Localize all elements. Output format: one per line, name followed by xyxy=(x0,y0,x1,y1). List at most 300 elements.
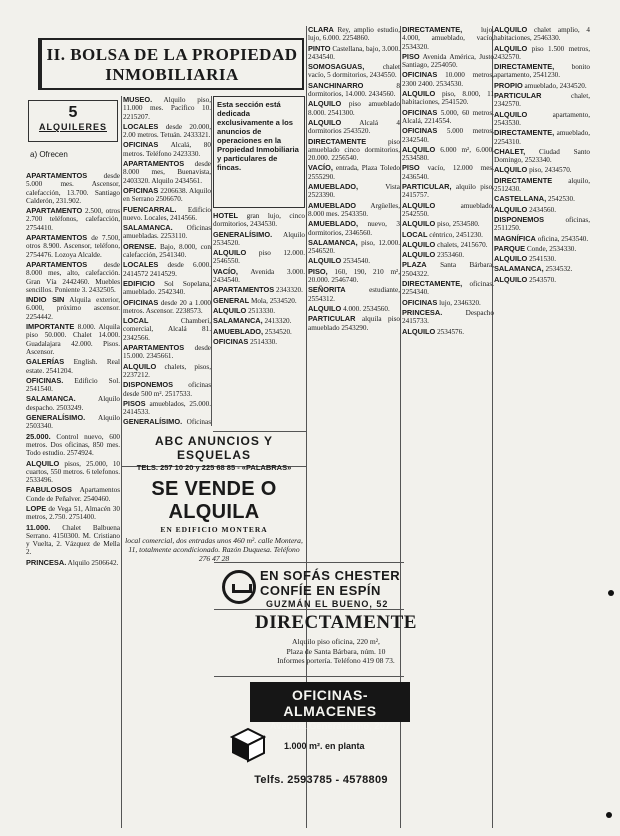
ad-text: chalets, 2415670. xyxy=(437,240,488,249)
ad-text: vacío, 12.000 mes. 2436540. xyxy=(402,164,494,181)
directamente-title: DIRECTAMENTE xyxy=(255,612,417,633)
ad-heading: ALQUILO xyxy=(494,254,528,264)
classified-ad xyxy=(402,299,494,307)
classified-ad xyxy=(402,90,494,107)
classified-ad xyxy=(402,164,494,181)
classified-ad xyxy=(402,231,494,239)
ad-heading: AMUEBLADO, xyxy=(213,326,264,336)
classified-ad xyxy=(494,276,590,284)
ads-block xyxy=(213,212,305,430)
classified-ad xyxy=(26,559,120,567)
classified-ad xyxy=(494,255,590,263)
ad-heading: LOCAL xyxy=(123,316,149,326)
ad-heading: SANCHINARRO xyxy=(308,80,364,90)
ad-heading: LOPE xyxy=(26,503,47,513)
ad-text: Edificio Sol. 2541540. xyxy=(26,376,120,394)
banner-body: local comercial, dos entradas unos 460 m². calle Montera, 11, totalmente acondicionado. Razón Duquesa. Teléfono 276 47 28 xyxy=(125,536,303,563)
ad-text: Alquilo 2534520. xyxy=(213,230,305,247)
cube-icon xyxy=(230,727,266,763)
classified-ad xyxy=(494,206,590,214)
ad-heading: AMUEBLADO xyxy=(308,200,357,210)
classified-ad xyxy=(494,45,590,62)
ad-text: 2513330. xyxy=(248,306,276,315)
section-header xyxy=(38,38,304,90)
classified-ad xyxy=(123,299,211,316)
ad-text: English. Real estate. 2541204. xyxy=(26,358,120,375)
ad-heading: APARTAMENTOS xyxy=(26,259,88,269)
ad-heading: ALQUILO xyxy=(494,109,528,119)
ad-text: 2434560. xyxy=(529,205,557,214)
ad-heading: PISO xyxy=(402,163,420,173)
classified-ad xyxy=(26,358,120,375)
ad-heading: DIRECTAMENTE, xyxy=(402,279,463,289)
ad-text: Chamberí, comercial, Alcalá 81. 2342566. xyxy=(123,317,211,342)
ad-heading: ALQUILO xyxy=(308,99,342,109)
classified-ad xyxy=(213,231,305,248)
ad-text: 2353460. xyxy=(437,251,465,260)
ad-heading: ALQUILO xyxy=(26,458,60,468)
divider xyxy=(214,609,404,610)
ad-text: Alquilo 2506642. xyxy=(67,558,119,567)
ad-text: desde 8.000 mes, Buenavista, 2403320. Alquilo 2434561. xyxy=(123,160,211,185)
ad-heading: ALQUILO xyxy=(402,239,436,249)
classified-ad xyxy=(123,206,211,223)
classified-ad xyxy=(26,323,120,356)
directamente-line-3: Informes portería. Teléfono 419 08 73. xyxy=(277,656,395,665)
classified-ad xyxy=(123,280,211,297)
ad-text: Santa Bárbara, 2504322. xyxy=(402,261,494,278)
classified-ad xyxy=(123,243,211,260)
classified-ad xyxy=(494,63,590,80)
banner-phones: TELS. 257 10 20 y 225 68 85 - «PALABRAS» xyxy=(136,463,292,472)
classified-ad xyxy=(26,505,120,522)
ad-text: 2534532. xyxy=(545,265,573,274)
ad-heading: CHALET, xyxy=(494,146,526,156)
ad-text: 2534576. xyxy=(437,327,465,336)
classified-ad xyxy=(213,297,305,305)
classified-ad xyxy=(26,377,120,394)
ad-text: Alcalá, 80 metros. Teléfono 2423330. xyxy=(123,141,211,158)
ad-heading: INDIO SIN xyxy=(26,295,65,305)
ad-text: oficinas, 2511250. xyxy=(494,215,590,233)
classified-ad xyxy=(26,433,120,458)
ad-text: chalet amplio, 4 habitaciones, 2546330. xyxy=(494,26,590,43)
ad-text: céntrico, 2451230. xyxy=(429,230,483,239)
ad-text: apartamento, 2543530. xyxy=(494,110,590,127)
ad-text: Rey, amplio estudio, lujo, 6.000. 2254860. xyxy=(308,26,400,43)
classified-ad xyxy=(494,216,590,233)
divider xyxy=(213,431,306,432)
classified-ad xyxy=(308,119,400,136)
ad-heading: ALQUILO xyxy=(308,117,342,127)
classified-ad xyxy=(123,187,211,204)
ad-heading: ALQUILO xyxy=(494,274,528,284)
ad-heading: LOCALES xyxy=(123,260,159,270)
ad-text: piso amueblado 8.000. 2541300. xyxy=(308,100,400,117)
ad-text: 5.000, 60 metros. Alcalá, 2214554. xyxy=(402,108,494,125)
classified-ad xyxy=(402,109,494,126)
ad-heading: AMUEBLADO, xyxy=(308,182,359,192)
ad-heading: OFICINAS xyxy=(213,336,249,346)
classified-ad xyxy=(308,305,400,313)
classified-ad xyxy=(402,26,494,51)
ad-heading: CLARA xyxy=(308,26,334,34)
ad-text: Alquilo piso, 11.000 mes. Pacífico 10. 2215207. xyxy=(123,96,211,121)
ad-text: 2206638. Alquilo en Serrano 2506670. xyxy=(123,186,211,204)
ad-heading: SEÑORITA xyxy=(308,285,346,295)
abc-banner xyxy=(122,434,306,563)
ad-heading: 25.000. xyxy=(26,431,51,441)
ad-heading: PROPIO xyxy=(494,80,523,90)
section-notice: Esta sección está dedicada exclusivamente a los anuncios de operaciones en la Propiedad Inmobiliaria y particulares de fincas. xyxy=(213,96,305,208)
ad-text: Alquilo 2503340. xyxy=(26,414,120,431)
ad-text: desde 15.000. 2345661. xyxy=(123,344,211,361)
ad-heading: DIRECTAMENTE xyxy=(494,175,553,185)
ad-heading: ALQUILO xyxy=(402,200,436,210)
classified-ad xyxy=(26,296,120,321)
ad-heading: GENERAL xyxy=(213,295,250,305)
ad-heading: PARTICULAR, xyxy=(402,182,452,192)
classified-ad xyxy=(26,460,120,485)
ad-text: desde 20.000, 2.00 metros. Tetuán. 2433321. xyxy=(123,122,211,140)
classified-ad xyxy=(494,235,590,243)
ad-text: 2534540. xyxy=(343,257,371,266)
classified-ad xyxy=(494,26,590,43)
classified-ad xyxy=(123,418,211,426)
ad-heading: OFICINAS xyxy=(123,185,159,195)
ad-heading: GENERALÍSIMO. xyxy=(123,417,183,426)
ad-heading: DIRECTAMENTE, xyxy=(494,128,555,138)
sofas-line-1: EN SOFÁS CHESTER xyxy=(260,568,401,583)
ad-text: Chalet Balbuena Serrano. 4150300. M. Cristiano y Vuelta, 2. Vázquez de Mella 2. xyxy=(26,523,120,557)
banner-building: EN EDIFICIO MONTERA xyxy=(160,525,268,534)
ad-text: Despacho 2415733. xyxy=(402,308,494,326)
oficinas-title: OFICINAS-ALMACENES xyxy=(283,687,377,719)
classified-ad xyxy=(494,265,590,273)
sofas-address: GUZMÁN EL BUENO, 52 xyxy=(266,599,389,609)
ad-text: desde 8.000 mes, alto, calefacción. Gran Vía 2442460. Muebles sencillos. Poniente 3. 2432505. xyxy=(26,260,120,294)
print-mark xyxy=(608,590,614,596)
ad-text: desde 20 a 1.000 metros. Ascensor. 2238573. xyxy=(123,298,211,315)
banner-title: ABC ANUNCIOS Y ESQUELAS xyxy=(154,434,273,462)
ad-text: piso amueblado cinco dormitorios, 20.000. 2256540. xyxy=(308,137,400,163)
ad-heading: OFICINAS xyxy=(402,70,438,80)
ad-heading: SOMOSAGUAS, xyxy=(308,62,365,72)
classified-ad xyxy=(123,363,211,380)
classified-ad xyxy=(402,183,494,200)
ad-heading: APARTAMENTOS xyxy=(123,159,185,169)
ad-text: pisos, 25.000, 10 cuartos, 550 metros. 6 telefonos. 2533496. xyxy=(26,459,120,485)
classified-ad xyxy=(26,486,120,503)
ad-text: Alquila exterior, 6.000, próximo ascensor. 2254442. xyxy=(26,296,120,321)
ad-text: amueblado, 2254310. xyxy=(494,129,590,146)
classified-ad xyxy=(494,148,590,165)
ad-heading: EDIFICIO xyxy=(123,278,156,288)
ad-text: oficinas desde 500 m². 2517533. xyxy=(123,381,211,398)
ad-text: 2343320. xyxy=(275,286,303,295)
ad-text: alquilo, 2512430. xyxy=(494,176,590,194)
ad-text: 2541530. xyxy=(529,255,557,264)
ad-text: amueblado, 2434520. xyxy=(524,81,587,90)
ad-heading: ALQUILO xyxy=(308,303,342,313)
classified-ad xyxy=(308,82,400,99)
ad-text: 10.000 metros, 2300 2400. 2534530. xyxy=(402,71,494,88)
classified-ad xyxy=(402,280,494,297)
ad-heading: IMPORTANTE xyxy=(26,322,75,332)
ad-text: 2542530. xyxy=(547,195,575,204)
ad-heading: 11.000. xyxy=(26,522,51,532)
classified-ad xyxy=(402,202,494,219)
classified-ad xyxy=(26,395,120,412)
ad-text: lujo, 2346320. xyxy=(439,298,481,307)
directamente-ad xyxy=(246,612,426,666)
ad-text: 8 dormitorios, 14.000. 2434560. xyxy=(308,81,400,99)
banner-headline: SE VENDE O ALQUILA xyxy=(151,478,277,523)
classified-ad xyxy=(402,220,494,228)
ad-heading: VACÍO, xyxy=(308,163,333,173)
ad-text: chalets, pisos, 2237212. xyxy=(123,362,211,379)
subsection-label: ALQUILERES xyxy=(38,122,107,132)
classified-ad xyxy=(213,249,305,266)
classified-ad xyxy=(308,183,400,200)
ad-heading: OFICINAS xyxy=(402,107,438,117)
ad-heading: ALQUILO xyxy=(123,361,157,371)
ad-heading: GALERÍAS xyxy=(26,357,65,367)
ad-heading: ALQUILO xyxy=(402,326,436,336)
ad-text: piso 12.000. 2546550. xyxy=(213,249,305,266)
ad-heading: ALQUILO xyxy=(402,250,436,260)
classified-ad xyxy=(123,344,211,361)
ad-text: Avenida América, Justo Santiago, 2254050. xyxy=(402,52,494,70)
classified-ad xyxy=(123,123,211,140)
ad-heading: APARTAMENTOS xyxy=(213,285,275,295)
ads-column-1 xyxy=(26,172,120,828)
ad-heading: OFICINAS xyxy=(402,126,438,136)
ad-heading: OFICINAS xyxy=(402,297,438,307)
ad-heading: PRINCESA. xyxy=(402,307,443,317)
ad-text: Control nuevo, 600 metros. Dos oficinas, 850 mes. Todo estudio. 2574924. xyxy=(26,432,120,458)
ad-text: piso, 12.000. 2546520. xyxy=(308,238,400,256)
subsection-box xyxy=(28,100,118,142)
ad-heading: MUSEO. xyxy=(123,96,153,104)
ad-heading: ALQUILO xyxy=(494,43,528,53)
sofas-line-2: CONFÍE EN ESPÍN xyxy=(260,583,381,598)
subsection-sub: a) Ofrecen xyxy=(30,150,68,159)
ad-heading: FUENCARRAL. xyxy=(123,204,177,214)
ad-text: piso, 8.000, 11 habitaciones, 2541520. xyxy=(402,90,494,107)
ad-heading: VACÍO, xyxy=(213,266,238,276)
ad-heading: MAGNÍFICA xyxy=(494,233,536,243)
directamente-line-2: Plaza de Santa Bárbara, núm. 10 xyxy=(286,646,386,656)
ad-text: 2413320. xyxy=(264,317,292,326)
ad-heading: FABULOSOS xyxy=(26,485,72,495)
area-text: 1.000 m². en planta xyxy=(284,741,365,751)
classified-ad xyxy=(213,307,305,315)
classified-ad xyxy=(308,63,400,80)
ad-heading: ALQUILO xyxy=(213,305,247,315)
column-divider xyxy=(211,96,212,426)
classified-ad xyxy=(26,261,120,294)
ads-column-2 xyxy=(123,96,211,426)
ad-text: alquilo piso, 2415757. xyxy=(402,183,494,200)
ad-heading: LOCAL xyxy=(402,229,428,239)
classified-ad xyxy=(308,138,400,163)
ad-heading: APARTAMENTOS xyxy=(123,343,185,353)
ad-heading: OFICINAS xyxy=(123,297,159,307)
ad-text: piso, 2434570. xyxy=(529,166,572,175)
ad-text: desde 6.000. 2414572 2414529. xyxy=(123,261,211,278)
ad-heading: ALQUILO xyxy=(494,165,528,175)
ad-text: Mola, 2534520. xyxy=(250,296,297,305)
ad-heading: ALQUILO xyxy=(308,256,342,266)
ad-heading: ALQUILO xyxy=(494,26,528,34)
classified-ad xyxy=(402,328,494,336)
ad-text: Apartamentos Conde de Peñalver. 2540460. xyxy=(26,486,120,503)
classified-ad xyxy=(123,141,211,158)
contact-phones: Telfs. 2593785 - 4578809 xyxy=(254,774,388,786)
ad-heading: ORENSE. xyxy=(123,241,157,251)
ad-heading: PISO xyxy=(402,51,420,61)
section-subtitle: INMOBILIARIA xyxy=(105,65,239,84)
directamente-line-1: Alquilo piso oficina, 220 m², xyxy=(292,637,380,646)
ad-text: piso, 2534580. xyxy=(437,220,480,229)
ad-text: de 7.500, otros 8.900. Ascensor, teléfono, 2754476. Lozoya Alcalde. xyxy=(26,234,120,259)
classified-ad xyxy=(308,220,400,237)
classified-ad xyxy=(308,26,400,43)
classified-ad xyxy=(213,286,305,294)
sofa-icon xyxy=(222,570,256,604)
classified-ad xyxy=(494,129,590,146)
ad-heading: APARTAMENTOS xyxy=(26,233,88,243)
ad-heading: LOCALES xyxy=(123,121,159,131)
classified-ad xyxy=(123,160,211,185)
oficinas-address: Avenida Generalísimo, 207 xyxy=(269,721,391,732)
oficinas-ad xyxy=(250,682,410,732)
ad-text: Alcalá 4 dormitorios 2543520. xyxy=(308,118,400,136)
ad-text: lujo, 4.000, amueblado, vacío, 2534320. xyxy=(402,26,494,51)
classified-ad xyxy=(123,96,211,121)
classified-ad xyxy=(213,338,305,346)
ad-text: Ciudad Santo Domingo, 2523340. xyxy=(494,147,590,165)
ad-heading: PARTICULAR xyxy=(308,314,356,324)
ad-text: oficina, 2543540. xyxy=(537,234,589,243)
ad-text: 2514330. xyxy=(250,337,278,346)
classified-ad xyxy=(402,251,494,259)
subsection-number: 5 xyxy=(68,104,78,121)
ad-heading: ALQUILO xyxy=(402,89,436,99)
ad-heading: DISPONEMOS xyxy=(123,380,174,390)
ad-heading: SALAMANCA, xyxy=(213,316,263,326)
ad-text: Alquilo despacho. 2503249. xyxy=(26,395,120,412)
ad-text: Conde, 2534330. xyxy=(526,244,577,253)
classified-ad xyxy=(308,45,400,62)
ad-text: 2.500, otros 2.700 teléfonos, calefacción, 2754410. xyxy=(26,207,120,232)
ad-text: Sol Sopelana, amueblado. 2542340. xyxy=(123,279,211,297)
classified-ad xyxy=(402,127,494,144)
ad-heading: ALQUILO xyxy=(402,144,436,154)
ad-heading: DIRECTAMENTE, xyxy=(402,26,463,34)
ad-heading: SALAMANCA. xyxy=(26,394,76,404)
classified-ad xyxy=(26,172,120,205)
ad-text: oficinas. 2254340. xyxy=(402,280,494,297)
ad-text: chalet vacío, 5 dormitorios, 2434550. xyxy=(308,63,400,80)
ad-text: Argüelles, 8.000 mes. 2543350. xyxy=(308,201,400,218)
classified-ad xyxy=(26,414,120,431)
ad-heading: ALQUILO xyxy=(402,219,436,229)
classified-ad xyxy=(402,241,494,249)
classified-ad xyxy=(123,224,211,241)
ad-heading: HOTEL xyxy=(213,212,239,220)
classified-ad xyxy=(123,400,211,417)
ad-text: desde 5.000 mes. Ascensor, calefacción, 13.700. Santiago Calderón, 231.902. xyxy=(26,172,120,205)
ad-heading: PARTICULAR xyxy=(494,91,542,101)
classified-ad xyxy=(308,202,400,219)
ad-heading: DIRECTAMENTE, xyxy=(494,62,555,72)
ad-heading: OFICINAS. xyxy=(26,375,64,385)
classified-ad xyxy=(402,146,494,163)
ad-heading: APARTAMENTO xyxy=(26,206,83,216)
ad-heading: PRINCESA. xyxy=(26,557,67,567)
ad-text: Castellana, bajo, 3.000. 2434540. xyxy=(308,44,400,61)
sofas-ad xyxy=(222,568,512,608)
ad-heading: OFICINAS xyxy=(123,140,159,150)
ad-heading: PINTO xyxy=(308,43,331,53)
ad-text: entrada, Plaza Toledo 2555290. xyxy=(308,164,400,181)
ad-text: 160, 190, 210 m², 20.000. 2546740. xyxy=(308,267,400,285)
classified-ad xyxy=(26,207,120,232)
classified-ad xyxy=(123,381,211,398)
classified-ad xyxy=(308,239,400,256)
ad-heading: PISOS xyxy=(123,398,146,408)
ad-heading: PARQUE xyxy=(494,243,526,253)
ad-text: alquila piso amueblado 2543290. xyxy=(308,315,400,332)
ad-text: 2534520. xyxy=(264,327,292,336)
classified-ad xyxy=(308,164,400,181)
classified-ad xyxy=(494,195,590,203)
ad-heading: SALAMANCA, xyxy=(308,237,358,247)
ad-text: Vista 2523390. xyxy=(308,183,400,200)
ad-text: 2543570. xyxy=(529,275,557,284)
classified-ad xyxy=(213,212,305,229)
ad-heading: DISPONEMOS xyxy=(494,214,545,224)
ad-text: chalet, 2342570. xyxy=(494,92,590,109)
classified-ad xyxy=(26,524,120,557)
classified-ad xyxy=(308,268,400,285)
ad-text: 5.000 metros, 2342540. xyxy=(402,127,494,144)
classified-ad xyxy=(494,111,590,128)
ad-text: gran lujo, cinco dormitorios, 2434530. xyxy=(213,212,305,229)
classified-ad xyxy=(494,177,590,194)
ad-heading: SALAMANCA. xyxy=(123,223,173,233)
ad-heading: AMUEBLADO, xyxy=(308,219,359,229)
ad-text: Oficinas amuebladas. 2253110. xyxy=(123,224,211,241)
ad-text: Edificio nuevo. Locales, 2414566. xyxy=(123,205,211,222)
classified-ad xyxy=(26,234,120,259)
classified-ad xyxy=(494,166,590,174)
classified-ad xyxy=(213,268,305,285)
ads-column-5 xyxy=(494,26,590,828)
ad-text: 8.000. Alquila piso 50.000. Chalet 14.000. Guadalajara 42.000. Pisos. Ascensor. xyxy=(26,323,120,356)
ad-text: Avenida 3.000. 2434540. xyxy=(213,267,305,285)
ad-text: 6.000 m², 6.000. 2534580. xyxy=(402,145,494,163)
classified-ad xyxy=(402,53,494,70)
ad-text: amueblado, 2542550. xyxy=(402,201,494,218)
ad-heading: GENERALÍSIMO. xyxy=(26,413,86,423)
ad-heading: ALQUILO xyxy=(213,248,247,258)
ad-text: estudiante, 2554312. xyxy=(308,286,400,303)
ad-heading: PISO, xyxy=(308,266,328,276)
ad-text: piso 1.500 metros, 2432570. xyxy=(494,44,590,61)
